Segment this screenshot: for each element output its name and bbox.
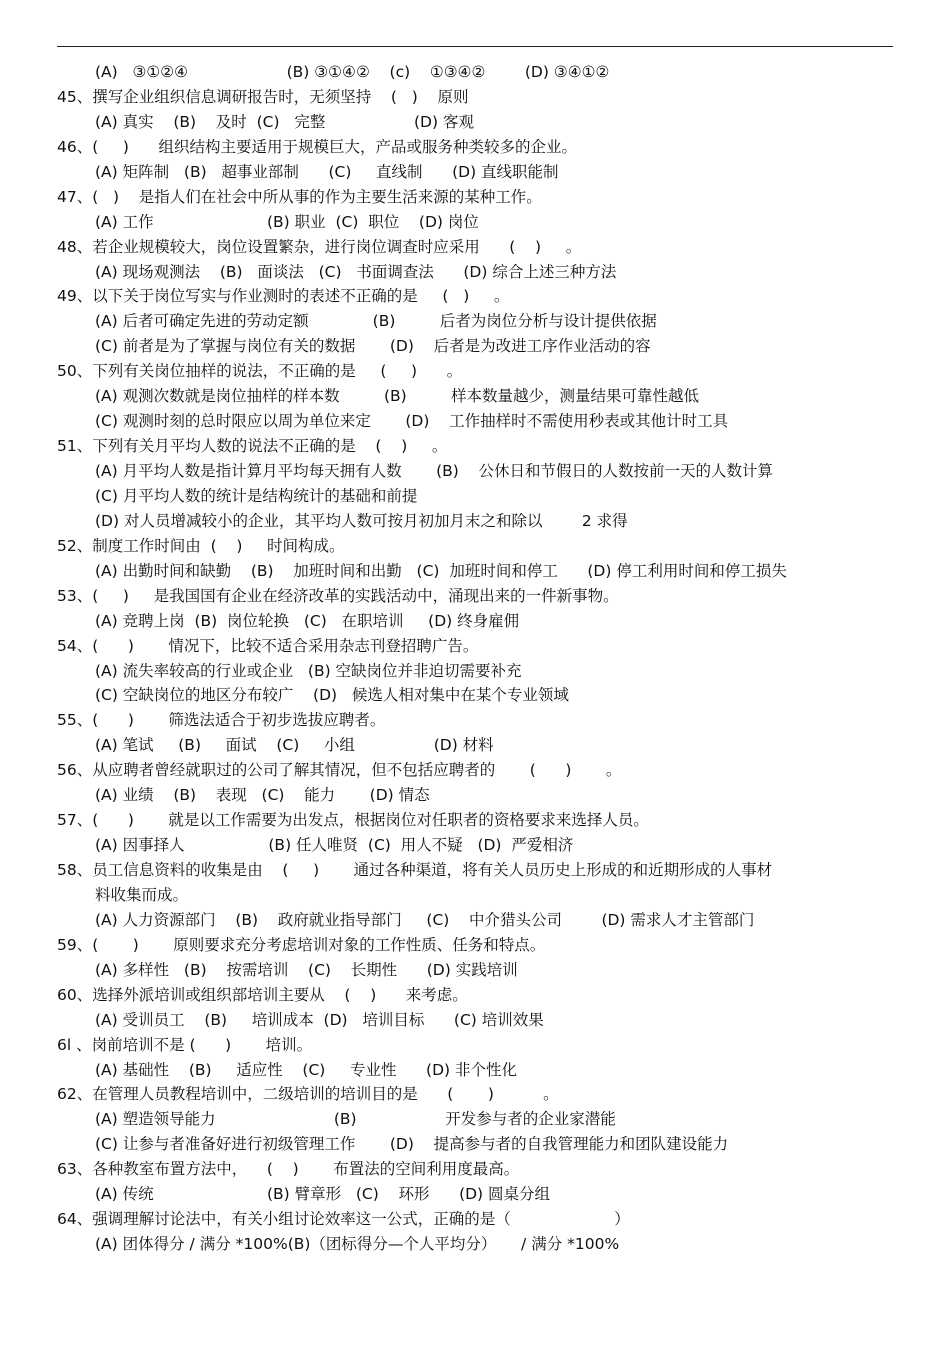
option-line: (D) 对人员增减较小的企业，其平均人数可按月初加月末之和除以 2 求得: [95, 511, 628, 530]
question-line: 54、( ) 情况下，比较不适合采用杂志刊登招聘广告。: [57, 636, 479, 655]
option-line: (C) 空缺岗位的地区分布较广 (D) 候选人相对集中在某个专业领域: [95, 686, 569, 705]
question-line: 60、选择外派培训或组织部培训主要从 ( ) 来考虑。: [57, 985, 468, 1004]
question-line: 53、( ) 是我国国有企业在经济改革的实践活动中，涌现出来的一件新事物。: [57, 586, 619, 605]
option-line: (A) 现场观测法 (B) 面谈法 (C) 书面调查法 (D) 综合上述三种方法: [95, 262, 617, 281]
option-line: (A) 受训员工 (B) 培训成本 (D) 培训目标 (C) 培训效果: [95, 1010, 544, 1029]
option-line: (A) 塑造领导能力 (B) 开发参与者的企业家潜能: [95, 1110, 616, 1129]
option-line: (C) 让参与者准备好进行初级管理工作 (D) 提高参与者的自我管理能力和团队建设能力: [95, 1135, 729, 1154]
option-line: (C) 前者是为了掌握与岗位有关的数据 (D) 后者是为改进工序作业活动的容: [95, 337, 651, 356]
option-line: (A) ③①②④ (B) ③①④② (c) ①③④② (D) ③④①②: [95, 63, 610, 81]
question-line: 55、( ) 筛选法适合于初步选拔应聘者。: [57, 711, 386, 730]
question-line: 62、在管理人员教程培训中，二级培训的培训目的是 ( ) 。: [57, 1085, 559, 1104]
option-line: (A) 业绩 (B) 表现 (C) 能力 (D) 情态: [95, 786, 430, 805]
option-line: (A) 后者可确定先进的劳动定额 (B) 后者为岗位分析与设计提供依据: [95, 312, 657, 331]
question-line: 58、员工信息资料的收集是由 ( ) 通过各种渠道，将有关人员历史上形成的和近期形成的人事材: [57, 861, 773, 879]
question-line: 6l 、岗前培训不是 ( ) 培训。: [57, 1035, 313, 1054]
option-line: (A) 基础性 (B) 适应性 (C) 专业性 (D) 非个性化: [95, 1060, 517, 1079]
option-line: (A) 真实 (B) 及时 (C) 完整 (D) 客观: [95, 112, 474, 131]
option-line: (A) 矩阵制 (B) 超事业部制 (C) 直线制 (D) 直线职能制: [95, 162, 559, 181]
question-line: 50、下列有关岗位抽样的说法，不正确的是 ( ) 。: [57, 362, 463, 381]
option-line: 料收集而成。: [95, 885, 189, 904]
option-line: (A) 笔试 (B) 面试 (C) 小组 (D) 材料: [95, 736, 494, 755]
question-line: 52、制度工作时间由 ( ) 时间构成。: [57, 536, 345, 555]
document-body: [0, 60, 950, 1257]
option-line: (C) 观测时刻的总时限应以周为单位来定 (D) 工作抽样时不需使用秒表或其他计时工具: [95, 412, 729, 431]
option-line: (A) 工作 (B) 职业 (C) 职位 (D) 岗位: [95, 212, 479, 231]
option-line: (A) 因事择人 (B) 任人唯贤 (C) 用人不疑 (D) 严爱相济: [95, 836, 574, 855]
question-line: 48、若企业规模较大，岗位设置繁杂，进行岗位调查时应采用 ( ) 。: [57, 237, 582, 256]
question-line: 51、下列有关月平均人数的说法不正确的是 ( ) 。: [57, 437, 448, 456]
question-line: 47、( ) 是指人们在社会中所从事的作为主要生活来源的某种工作。: [57, 187, 542, 206]
question-line: 64、强调理解讨论法中，有关小组讨论效率这一公式，正确的是（ ）: [57, 1210, 630, 1229]
question-line: 57、( ) 就是以工作需要为出发点，根据岗位对任职者的资格要求来选择人员。: [57, 811, 649, 830]
option-line: (A) 团体得分 / 满分 *100%(B)（团标得分—个人平均分） / 满分 *100%: [95, 1235, 620, 1254]
option-line: (A) 多样性 (B) 按需培训 (C) 长期性 (D) 实践培训: [95, 960, 518, 979]
option-line: (A) 传统 (B) 臂章形 (C) 环形 (D) 圆桌分组: [95, 1185, 551, 1204]
question-line: 45、撰写企业组织信息调研报告时，无须坚持 ( ) 原则: [57, 87, 469, 106]
option-line: (A) 月平均人数是指计算月平均每天拥有人数 (B) 公休日和节假日的人数按前一天的人数计算: [95, 462, 774, 480]
question-line: 56、从应聘者曾经就职过的公司了解其情况，但不包括应聘者的 ( ) 。: [57, 761, 622, 780]
option-line: (A) 竞聘上岗 (B) 岗位轮换 (C) 在职培训 (D) 终身雇佣: [95, 611, 520, 630]
question-line: 46、( ) 组织结构主要适用于规模巨大，产品或服务种类较多的企业。: [57, 137, 578, 156]
question-line: 63、各种教室布置方法中， ( ) 布置法的空间利用度最高。: [57, 1160, 520, 1179]
option-line: (A) 流失率较高的行业或企业 (B) 空缺岗位并非迫切需要补充: [95, 661, 522, 680]
option-line: (A) 出勤时间和缺勤 (B) 加班时间和出勤 (C) 加班时间和停工 (D) 停工利用时间和停工损失: [95, 561, 787, 580]
header-rule: [57, 46, 893, 47]
option-line: (A) 人力资源部门 (B) 政府就业指导部门 (C) 中介猎头公司 (D) 需求人才主管部门: [95, 910, 755, 929]
question-line: 49、以下关于岗位写实与作业测时的表述不正确的是 ( ) 。: [57, 287, 510, 306]
question-line: 59、( ) 原则要求充分考虑培训对象的工作性质、任务和特点。: [57, 935, 546, 954]
option-line: (C) 月平均人数的统计是结构统计的基础和前提: [95, 486, 418, 505]
option-line: (A) 观测次数就是岗位抽样的样本数 (B) 样本数量越少，测量结果可靠性越低: [95, 387, 700, 406]
